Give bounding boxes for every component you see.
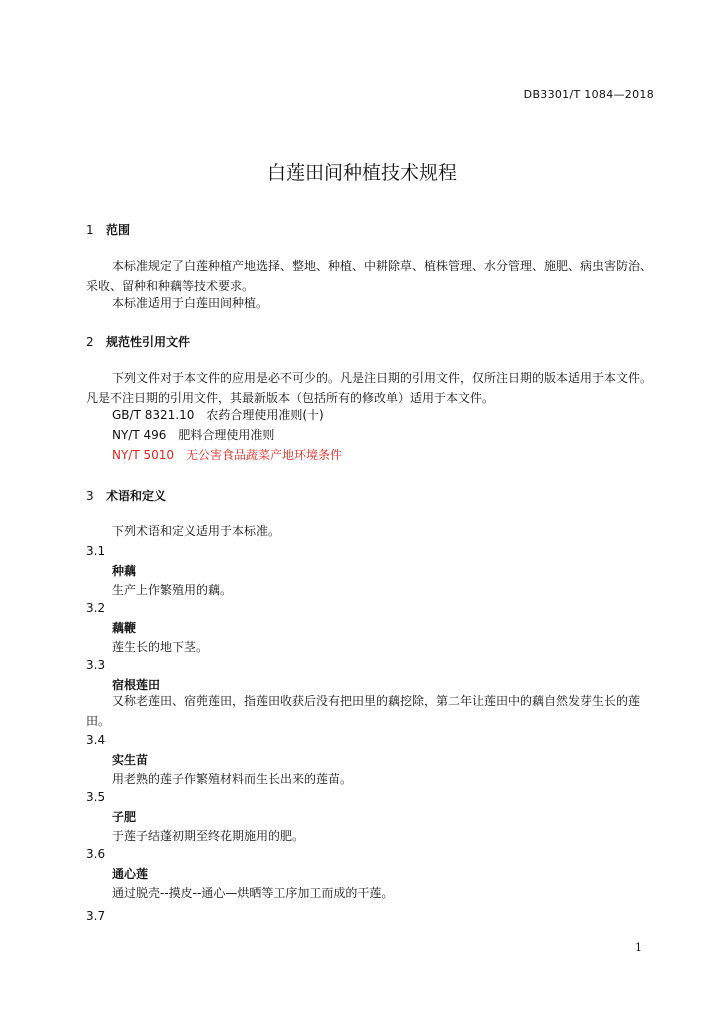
reference-item-highlighted: NY/T 5010 无公害食品蔬菜产地环境条件 — [112, 448, 343, 462]
term-definition: 莲生长的地下茎。 — [112, 640, 209, 654]
term-number: 3.1 — [86, 544, 106, 558]
term-name: 藕鞭 — [112, 621, 137, 635]
term-number: 3.5 — [86, 790, 106, 804]
references-paragraph: 下列文件对于本文件的应用是必不可少的。凡是注日期的引用文件，仅所注日期的版本适用于本文件。凡是不注日期的引用文件，其最新版本（包括所有的修改单）适用于本文件。 — [86, 371, 653, 405]
section-title: 范围 — [106, 223, 131, 237]
terms-intro: 下列术语和定义适用于本标准。 — [112, 524, 281, 538]
scope-applicability: 本标准适用于白莲田间种植。 — [112, 296, 269, 310]
section-number: 2 — [86, 335, 94, 349]
document-title: 白莲田间种植技术规程 — [266, 162, 457, 184]
term-definition: 于莲子结蓬初期至终花期施用的肥。 — [112, 829, 305, 843]
term-number: 3.4 — [86, 733, 106, 747]
section-title: 规范性引用文件 — [106, 335, 191, 349]
page-number: 1 — [635, 941, 642, 954]
term-definition: 生产上作繁殖用的藕。 — [112, 583, 233, 597]
section-number: 1 — [86, 223, 94, 237]
scope-paragraph: 本标准规定了白莲种植产地选择、整地、种植、中耕除草、植株管理、水分管理、施肥、病虫害防治、采收、留种和种藕等技术要求。 — [86, 259, 653, 293]
term-definition: 用老熟的莲子作繁殖材料而生长出来的莲苗。 — [112, 772, 353, 786]
term-name: 通心莲 — [112, 867, 149, 881]
term-name: 子肥 — [112, 810, 137, 824]
term-number: 3.2 — [86, 601, 106, 615]
section-heading-terms — [86, 487, 166, 504]
section-heading-references — [86, 333, 190, 350]
term-name: 实生苗 — [112, 753, 149, 767]
section-number: 3 — [86, 489, 94, 503]
section-heading-scope — [86, 221, 130, 238]
section-title: 术语和定义 — [106, 489, 167, 503]
term-definition: 通过脱壳--摸皮--通心—烘晒等工序加工而成的干莲。 — [112, 886, 394, 900]
standard-number: DB3301/T 1084—2018 — [523, 88, 654, 101]
term-name: 种藕 — [112, 564, 137, 578]
term-number: 3.6 — [86, 847, 106, 861]
reference-item: GB/T 8321.10 农药合理使用准则(十) — [112, 408, 324, 422]
term-number: 3.3 — [86, 658, 106, 672]
term-number: 3.7 — [86, 909, 106, 923]
term-name: 宿根莲田 — [112, 678, 161, 692]
reference-item: NY/T 496 肥料合理使用准则 — [112, 428, 275, 442]
term-definition: 又称老莲田、宿蔸莲田，指莲田收获后没有把田里的藕挖除，第二年让莲田中的藕自然发芽生长的莲田。 — [86, 694, 641, 728]
